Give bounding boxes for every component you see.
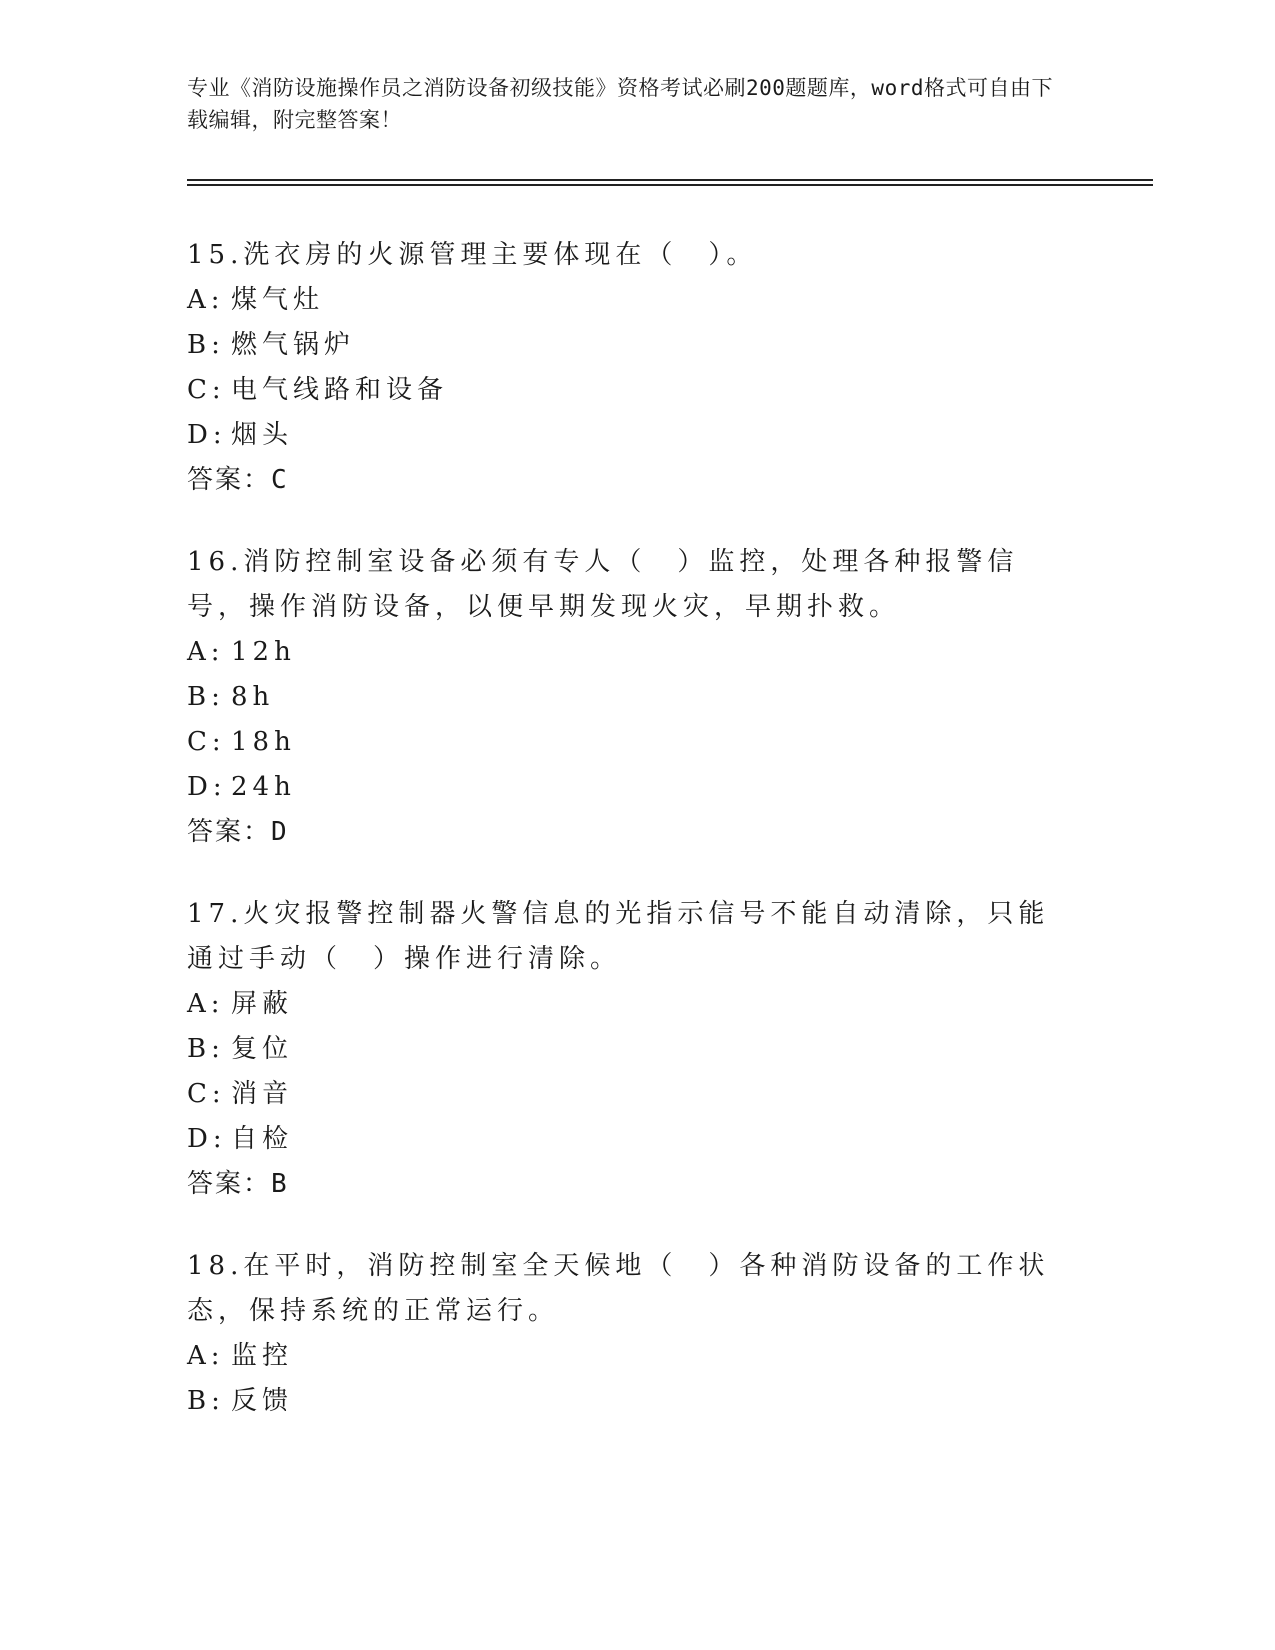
option-letter: C: bbox=[187, 375, 226, 405]
option-text: 8h bbox=[231, 682, 275, 712]
option-a bbox=[187, 1334, 1077, 1379]
question-list bbox=[187, 233, 1077, 1461]
option-a bbox=[187, 630, 1077, 675]
option-a bbox=[187, 278, 1077, 323]
question-stem: 15.洗衣房的火源管理主要体现在（ ）。 bbox=[187, 240, 758, 270]
question-18 bbox=[187, 1244, 1077, 1424]
header-divider-bottom bbox=[187, 184, 1153, 186]
header-divider-top bbox=[187, 179, 1153, 181]
option-text: 24h bbox=[231, 772, 296, 802]
option-b bbox=[187, 1379, 1077, 1424]
option-letter: D: bbox=[187, 772, 227, 802]
option-text: 反馈 bbox=[231, 1386, 294, 1416]
option-b bbox=[187, 1027, 1077, 1072]
option-letter: A: bbox=[187, 637, 225, 667]
option-letter: C: bbox=[187, 727, 226, 757]
answer-line: 答案：B bbox=[187, 1169, 289, 1199]
question-17 bbox=[187, 892, 1077, 1207]
option-letter: B: bbox=[187, 1386, 225, 1416]
option-letter: B: bbox=[187, 330, 225, 360]
question-15 bbox=[187, 233, 1077, 503]
option-letter: C: bbox=[187, 1079, 226, 1109]
question-stem: 16.消防控制室设备必须有专人（ ）监控，处理各种报警信号，操作消防设备，以便早期发现火灾，早期扑救。 bbox=[187, 547, 1019, 622]
option-d bbox=[187, 765, 1077, 810]
option-text: 屏蔽 bbox=[231, 989, 294, 1019]
option-c bbox=[187, 720, 1077, 765]
option-c bbox=[187, 368, 1077, 413]
option-letter: D: bbox=[187, 420, 227, 450]
option-d bbox=[187, 1117, 1077, 1162]
answer-line: 答案：D bbox=[187, 817, 289, 847]
answer-line: 答案：C bbox=[187, 465, 289, 495]
option-text: 18h bbox=[231, 727, 296, 757]
option-letter: A: bbox=[187, 285, 225, 315]
question-16 bbox=[187, 540, 1077, 855]
option-c bbox=[187, 1072, 1077, 1117]
option-text: 自检 bbox=[231, 1124, 294, 1154]
option-text: 燃气锅炉 bbox=[231, 330, 356, 360]
question-stem: 17.火灾报警控制器火警信息的光指示信号不能自动清除，只能通过手动（ ）操作进行清除。 bbox=[187, 899, 1050, 974]
option-text: 复位 bbox=[231, 1034, 294, 1064]
option-letter: D: bbox=[187, 1124, 227, 1154]
option-text: 监控 bbox=[231, 1341, 294, 1371]
question-stem: 18.在平时，消防控制室全天候地（ ）各种消防设备的工作状态，保持系统的正常运行。 bbox=[187, 1251, 1050, 1326]
document-header: 专业《消防设施操作员之消防设备初级技能》资格考试必刷200题题库，word格式可自由下载编辑，附完整答案！ bbox=[187, 76, 1053, 132]
option-b bbox=[187, 675, 1077, 720]
option-letter: A: bbox=[187, 1341, 225, 1371]
option-letter: B: bbox=[187, 1034, 225, 1064]
option-letter: B: bbox=[187, 682, 225, 712]
option-d bbox=[187, 413, 1077, 458]
option-text: 12h bbox=[231, 637, 296, 667]
option-a bbox=[187, 982, 1077, 1027]
option-text: 电气线路和设备 bbox=[231, 375, 449, 405]
option-letter: A: bbox=[187, 989, 225, 1019]
option-text: 消音 bbox=[231, 1079, 294, 1109]
option-text: 煤气灶 bbox=[231, 285, 325, 315]
option-b bbox=[187, 323, 1077, 368]
option-text: 烟头 bbox=[231, 420, 294, 450]
